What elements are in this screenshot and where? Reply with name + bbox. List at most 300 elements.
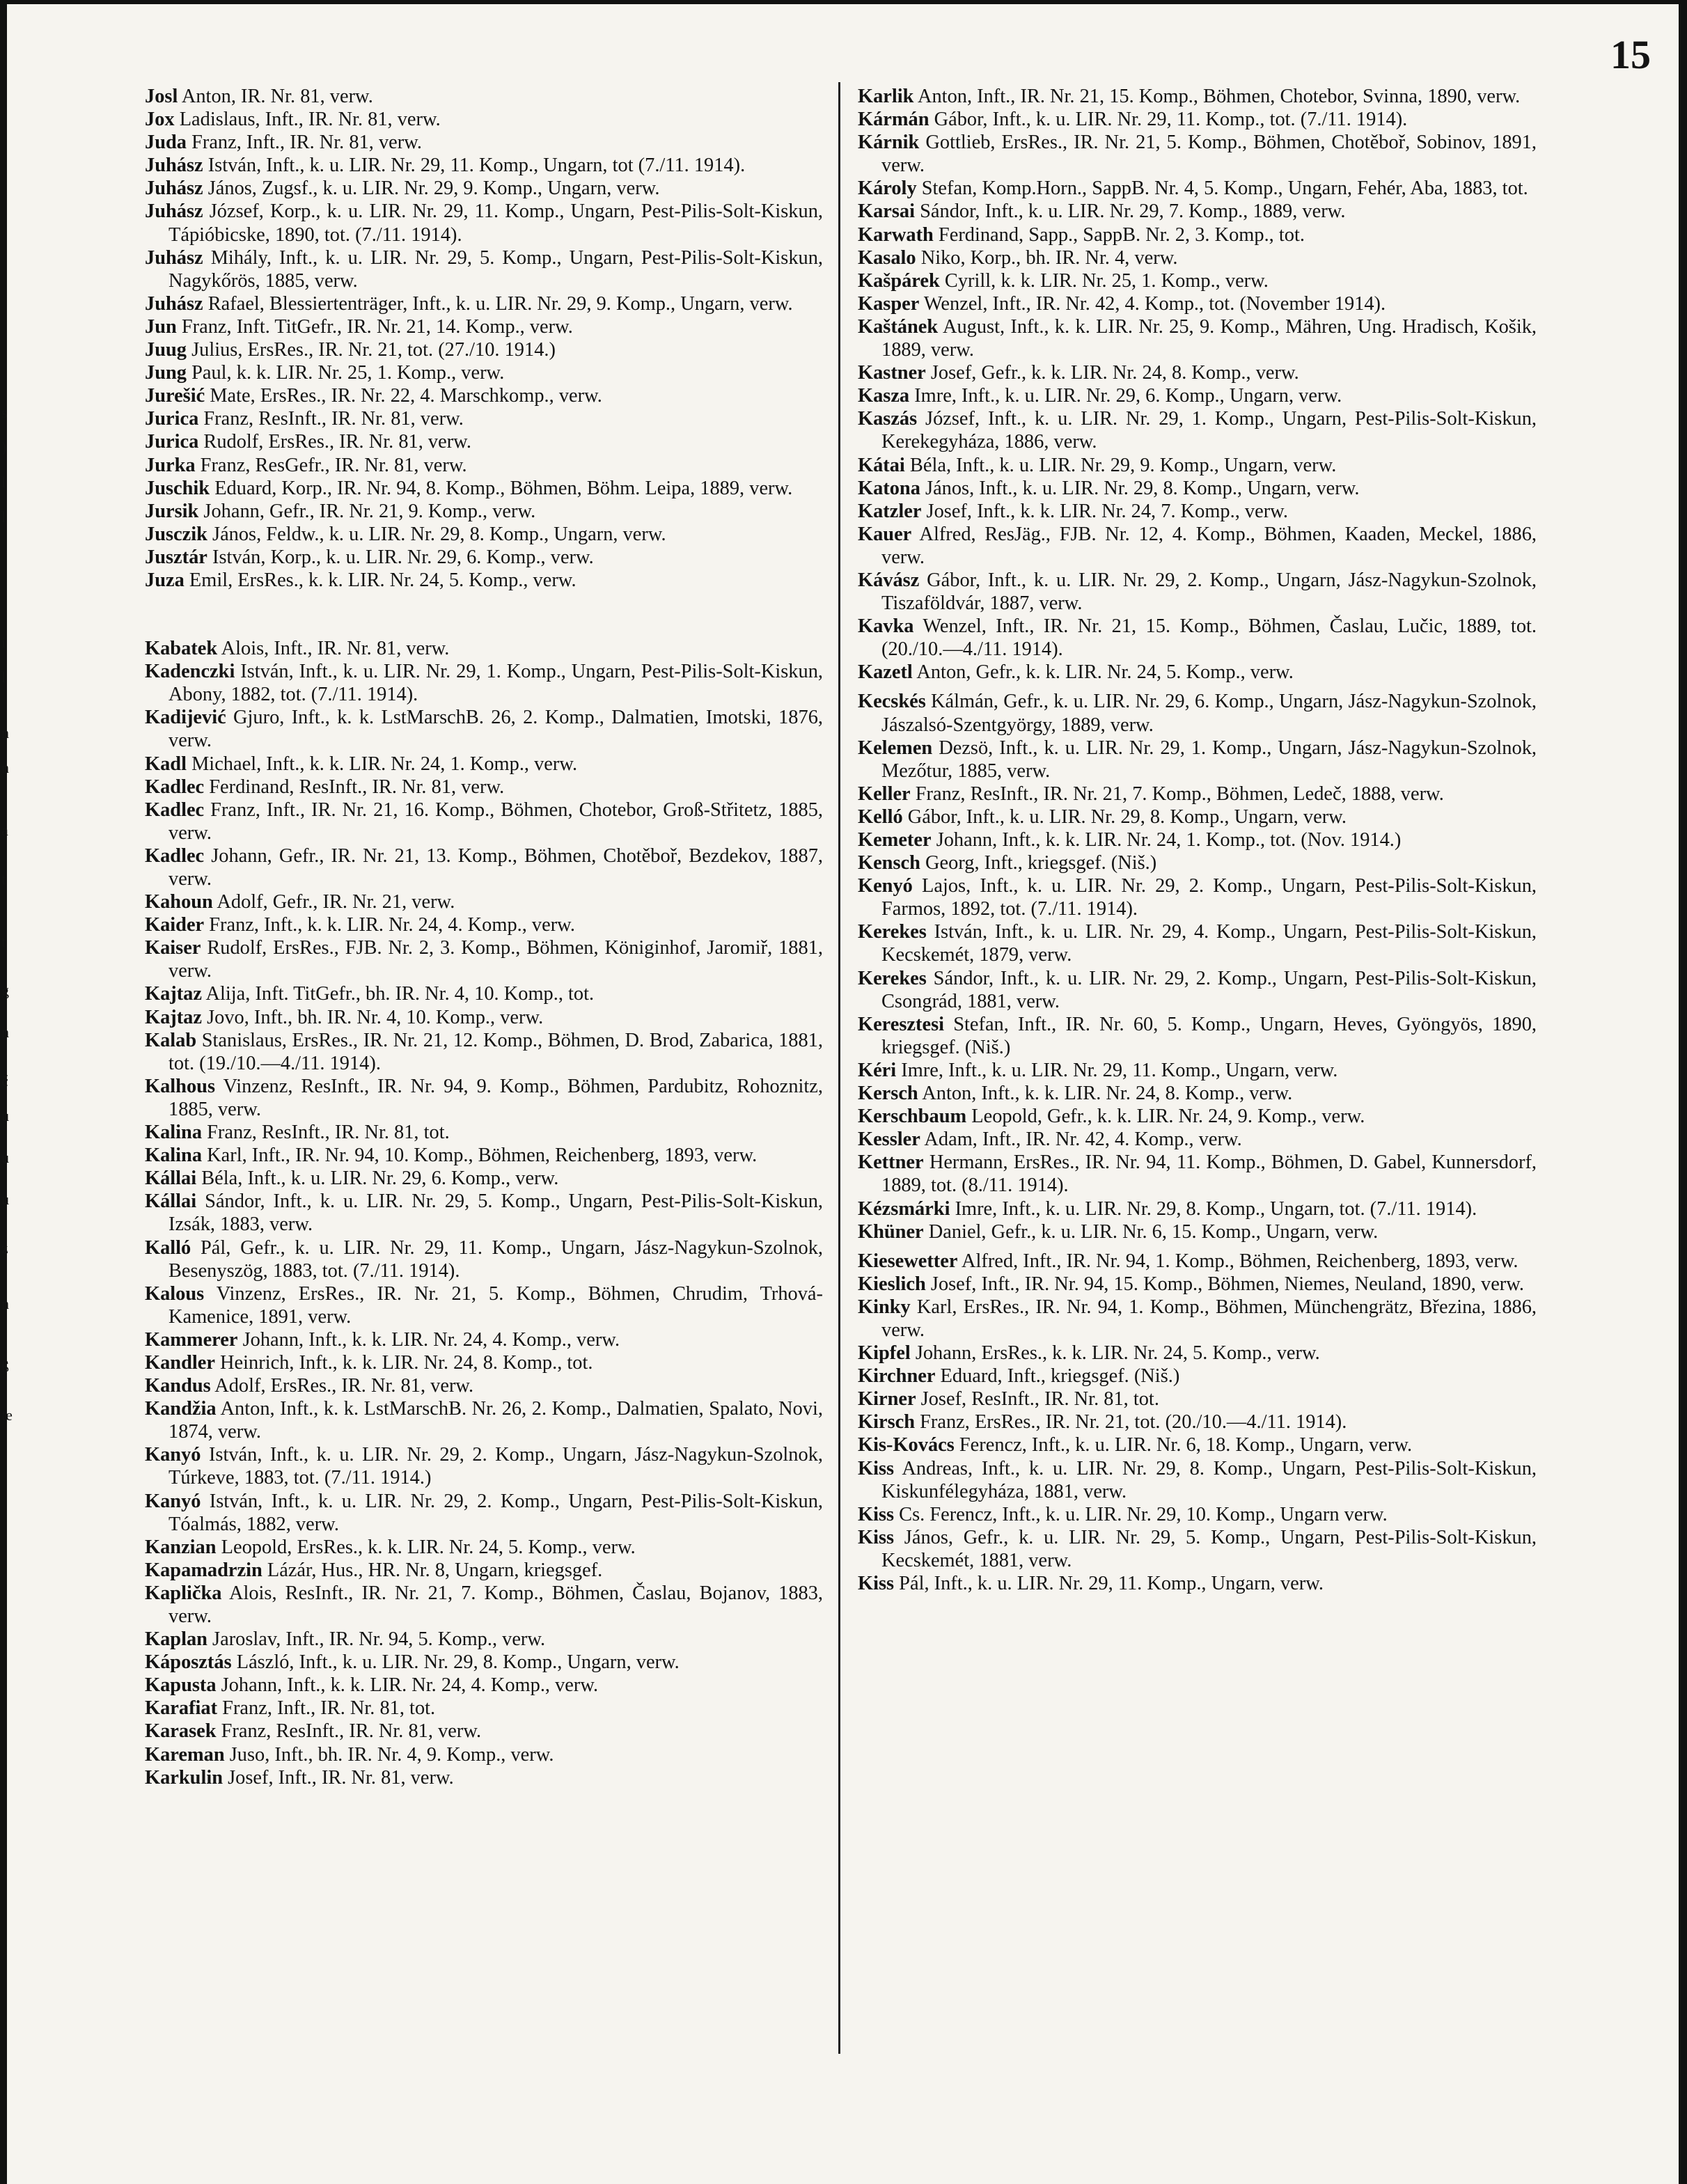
register-entry [858, 1250, 1537, 1273]
entry-surname: Juhász [145, 246, 203, 269]
register-entry [858, 1457, 1537, 1503]
entry-details: Franz, Inft., IR. Nr. 81, verw. [186, 132, 422, 154]
register-entry [858, 737, 1537, 783]
register-entry [145, 500, 823, 523]
entry-details: Jovo, Inft., bh. IR. Nr. 4, 10. Komp., verw. [201, 1006, 544, 1028]
register-entry [858, 1503, 1537, 1526]
entry-details: Béla, Inft., k. u. LIR. Nr. 29, 9. Komp., Ungarn, verw. [904, 454, 1337, 476]
entry-details: István, Inft., k. u. LIR. Nr. 29, 4. Komp., Ungarn, Pest-Pilis-Solt-Kiskun, Kecskemét, 1879, verw. [881, 921, 1537, 966]
entry-surname: Kármán [858, 109, 929, 131]
entry-surname: Kipfel [858, 1342, 911, 1365]
margin-fragment: g [1, 982, 9, 999]
entry-surname: Kandžia [145, 1398, 217, 1420]
register-entry [145, 1720, 823, 1743]
register-entry [145, 407, 823, 430]
entry-surname: Karkulin [145, 1766, 223, 1789]
entry-details: Karl, Inft., IR. Nr. 94, 10. Komp., Böhmen, Reichenberg, 1893, verw. [202, 1145, 758, 1167]
register-entry [145, 844, 823, 890]
register-entry [145, 430, 823, 453]
register-entry [858, 85, 1537, 108]
register-entry [145, 384, 823, 407]
entry-details: Mihály, Inft., k. u. LIR. Nr. 29, 5. Komp., Ungarn, Pest-Pilis-Solt-Kiskun, Nagykőrös, 1885, verw. [168, 246, 823, 292]
entry-surname: Josl [145, 86, 178, 107]
register-entry [145, 85, 823, 108]
entry-details: Adam, Inft., IR. Nr. 42, 4. Komp., verw. [920, 1129, 1242, 1151]
entry-details: Mate, ErsRes., IR. Nr. 22, 4. Marschkomp., verw. [205, 385, 602, 407]
entry-surname: Kapamadrzin [145, 1559, 262, 1581]
register-entry [858, 131, 1537, 177]
entry-surname: Kanyó [145, 1444, 201, 1466]
register-entry [145, 637, 823, 660]
register-entry [858, 384, 1537, 407]
entry-surname: Karafiat [145, 1697, 218, 1720]
entry-details: Pál, Gefr., k. u. LIR. Nr. 29, 11. Komp., Ungarn, Jász-Nagykun-Szolnok, Besenyszög, 1883, tot. (7./11. 1914). [168, 1236, 823, 1282]
entry-surname: Juza [145, 569, 185, 591]
register-entry [858, 828, 1537, 851]
register-entry [858, 967, 1537, 1013]
entry-details: Franz, ResInft., IR. Nr. 21, 7. Komp., Böhmen, Ledeč, 1888, verw. [910, 783, 1444, 805]
entry-surname: Kirsch [858, 1411, 916, 1433]
entry-details: Hermann, ErsRes., IR. Nr. 94, 11. Komp., Böhmen, D. Gabel, Kunnersdorf, 1889, tot. (8./11. 1914). [881, 1152, 1537, 1197]
entry-surname: Kerschbaum [858, 1106, 967, 1128]
entry-details: Michael, Inft., k. k. LIR. Nr. 24, 1. Komp., verw. [186, 753, 578, 775]
entry-details: Ladislaus, Inft., IR. Nr. 81, verw. [174, 109, 441, 131]
entry-details: Paul, k. k. LIR. Nr. 25, 1. Komp., verw. [186, 362, 505, 384]
register-entry [858, 661, 1537, 684]
register-entry [858, 500, 1537, 523]
entry-details: Ferdinand, Sapp., SappB. Nr. 2, 3. Komp., tot. [933, 223, 1305, 246]
register-entry [145, 1628, 823, 1651]
register-entry [858, 690, 1537, 736]
entry-surname: Kaiser [145, 937, 201, 959]
entry-surname: Juhász [145, 201, 203, 223]
entry-surname: Jursik [145, 500, 199, 522]
entry-details: Franz, ResInft., IR. Nr. 81, verw. [198, 408, 464, 430]
entry-details: Josef, Gefr., k. k. LIR. Nr. 24, 8. Komp., verw. [925, 362, 1299, 384]
register-entry [858, 1013, 1537, 1059]
entry-surname: Kensch [858, 852, 920, 874]
margin-fragment: u [1, 1107, 9, 1124]
entry-details: Johann, Inft., k. k. LIR. Nr. 24, 1. Komp., tot. (Nov. 1914.) [931, 829, 1402, 851]
entry-details: László, Inft., k. u. LIR. Nr. 29, 8. Komp., Ungarn, verw. [231, 1651, 680, 1674]
entry-details: Imre, Inft., k. u. LIR. Nr. 29, 11. Komp., Ungarn, verw. [896, 1059, 1338, 1081]
entry-details: Rudolf, ErsRes., FJB. Nr. 2, 3. Komp., Böhmen, Königinhof, Jaromiř, 1881, verw. [168, 937, 823, 982]
register-entry [145, 776, 823, 799]
entry-surname: Karsai [858, 201, 916, 223]
register-entry [858, 1411, 1537, 1433]
entry-details: Vinzenz, ErsRes., IR. Nr. 21, 5. Komp., Böhmen, Chrudim, Trhová-Kamenice, 1891, verw. [168, 1282, 823, 1328]
page-number: 15 [1610, 32, 1651, 77]
entry-details: Alfred, Inft., IR. Nr. 94, 1. Komp., Böhmen, Reichenberg, 1893, verw. [957, 1250, 1519, 1272]
entry-details: Jaroslav, Inft., IR. Nr. 94, 5. Komp., verw. [207, 1628, 546, 1651]
entry-details: Anton, Inft., k. k. LIR. Nr. 24, 8. Komp., verw. [918, 1083, 1293, 1105]
entry-surname: Kerekes [858, 921, 927, 943]
register-entry [858, 806, 1537, 828]
register-entry [145, 1144, 823, 1167]
entry-surname: Kalous [145, 1282, 205, 1305]
entry-surname: Károly [858, 178, 917, 200]
entry-details: Rudolf, ErsRes., IR. Nr. 81, verw. [198, 431, 471, 453]
entry-details: Sándor, Inft., k. u. LIR. Nr. 29, 5. Komp., Ungarn, Pest-Pilis-Solt-Kiskun, Izsák, 1883, verw. [168, 1191, 823, 1236]
entry-details: Sándor, Inft., k. u. LIR. Nr. 29, 2. Komp., Ungarn, Pest-Pilis-Solt-Kiskun, Csongrád, 1881, verw. [881, 967, 1537, 1012]
entry-surname: Kessler [858, 1129, 920, 1151]
entry-surname: Kadlec [145, 776, 205, 798]
entry-surname: Keresztesi [858, 1013, 945, 1035]
entry-surname: Karasek [145, 1720, 217, 1743]
entry-details: János, Feldw., k. u. LIR. Nr. 29, 8. Komp., Ungarn, verw. [207, 523, 666, 545]
register-entry [145, 799, 823, 844]
register-entry [858, 1220, 1537, 1243]
entry-surname: Kazetl [858, 661, 913, 684]
register-entry [858, 1433, 1537, 1456]
entry-surname: Kézsmárki [858, 1197, 950, 1220]
section-gap [145, 592, 823, 637]
register-entry [145, 569, 823, 592]
entry-surname: Kajtaz [145, 983, 202, 1005]
register-entry [145, 1121, 823, 1144]
entry-surname: Kalina [145, 1145, 203, 1167]
entry-surname: Karwath [858, 223, 934, 246]
register-entry [858, 200, 1537, 223]
register-entry [145, 1536, 823, 1559]
entry-surname: Kasza [858, 385, 910, 407]
register-entry [858, 292, 1537, 315]
entry-surname: Kanzian [145, 1536, 217, 1558]
register-entry [145, 361, 823, 384]
entry-details: Kálmán, Gefr., k. u. LIR. Nr. 29, 6. Komp., Ungarn, Jász-Nagykun-Szolnok, Jászalsó-Szentgyörgy, 1889, verw. [881, 691, 1537, 736]
entry-details: Anton, IR. Nr. 81, verw. [178, 86, 373, 107]
register-entry [145, 1582, 823, 1628]
entry-surname: Kalló [145, 1236, 191, 1259]
register-entry [145, 292, 823, 315]
register-entry [145, 477, 823, 500]
entry-surname: Kersch [858, 1083, 918, 1105]
column-divider [838, 82, 840, 2054]
entry-details: Julius, ErsRes., IR. Nr. 21, tot. (27./10. 1914.) [186, 339, 556, 361]
register-entry [858, 1365, 1537, 1388]
register-entry [145, 660, 823, 706]
entry-details: Alfred, ResJäg., FJB. Nr. 12, 4. Komp., Böhmen, Kaaden, Meckel, 1886, verw. [881, 523, 1537, 568]
register-entry [858, 1526, 1537, 1572]
register-entry [145, 1075, 823, 1121]
entry-details: Josef, Inft., IR. Nr. 94, 15. Komp., Böhmen, Niemes, Neuland, 1890, verw. [925, 1273, 1525, 1295]
entry-details: János, Zugsf., k. u. LIR. Nr. 29, 9. Komp., Ungarn, verw. [203, 178, 660, 200]
entry-details: Sándor, Inft., k. u. LIR. Nr. 29, 7. Komp., 1889, verw. [915, 201, 1346, 223]
entry-surname: Kemeter [858, 829, 932, 851]
entry-surname: Kareman [145, 1743, 225, 1766]
entry-surname: Jung [145, 362, 187, 384]
margin-fragment: n [1, 1295, 9, 1312]
entry-surname: Kauer [858, 523, 912, 545]
register-entry [858, 569, 1537, 615]
entry-details: Ferdinand, ResInft., IR. Nr. 81, verw. [204, 776, 505, 798]
entry-surname: Jurica [145, 431, 199, 453]
register-entry [145, 1328, 823, 1351]
entry-details: István, Inft., k. u. LIR. Nr. 29, 2. Komp., Ungarn, Pest-Pilis-Solt-Kiskun, Tóalmás, 1882, verw. [168, 1490, 823, 1535]
entry-details: Adolf, ErsRes., IR. Nr. 81, verw. [210, 1375, 474, 1397]
register-entry [145, 982, 823, 1005]
entry-surname: Kieslich [858, 1273, 926, 1295]
entry-surname: Káposztás [145, 1651, 232, 1674]
entry-surname: Kiss [858, 1503, 895, 1525]
entry-surname: Karlik [858, 86, 914, 107]
margin-fragment: t [1, 870, 6, 888]
entry-details: István, Inft., k. u. LIR. Nr. 29, 11. Komp., Ungarn, tot (7./11. 1914). [203, 155, 746, 177]
section-gap [858, 1243, 1537, 1250]
entry-surname: Kettner [858, 1152, 924, 1174]
register-entry [858, 177, 1537, 200]
entry-details: Rafael, Blessiertenträger, Inft., k. u. LIR. Nr. 29, 9. Komp., Ungarn, verw. [203, 292, 793, 315]
entry-details: Gjuro, Inft., k. k. LstMarschB. 26, 2. Komp., Dalmatien, Imotski, 1876, verw. [168, 707, 823, 752]
margin-fragment: u [1, 1149, 9, 1166]
entry-details: Adolf, Gefr., IR. Nr. 21, verw. [212, 891, 455, 913]
entry-surname: Kalhous [145, 1075, 215, 1097]
entry-details: József, Inft., k. u. LIR. Nr. 29, 1. Komp., Ungarn, Pest-Pilis-Solt-Kiskun, Kerekegyháza, 1886, verw. [881, 408, 1537, 453]
register-entry [858, 1105, 1537, 1128]
entry-surname: Kiss [858, 1573, 895, 1594]
entry-details: István, Inft., k. u. LIR. Nr. 29, 2. Komp., Ungarn, Jász-Nagykun-Szolnok, Túrkeve, 1883, tot. (7./11. 1914.) [168, 1444, 823, 1489]
entry-surname: Kastner [858, 362, 926, 384]
register-entry [858, 851, 1537, 874]
entry-surname: Juhász [145, 155, 203, 177]
entry-surname: Kerekes [858, 967, 927, 989]
entry-details: Juso, Inft., bh. IR. Nr. 4, 9. Komp., verw. [224, 1743, 554, 1766]
entry-details: Eduard, Inft., kriegsgef. (Niš.) [935, 1365, 1180, 1388]
register-entry [145, 1651, 823, 1674]
margin-fragment: a [1, 822, 8, 839]
register-entry [858, 783, 1537, 806]
entry-details: Cyrill, k. k. LIR. Nr. 25, 1. Komp., verw. [939, 269, 1269, 292]
entry-details: Imre, Inft., k. u. LIR. Nr. 29, 8. Komp., Ungarn, tot. (7./11. 1914). [950, 1197, 1477, 1220]
entry-surname: Kavka [858, 615, 914, 638]
entry-surname: Kalina [145, 1122, 203, 1144]
register-entry [858, 477, 1537, 500]
register-entry [145, 1674, 823, 1697]
entry-details: Franz, ResInft., IR. Nr. 81, tot. [202, 1122, 450, 1144]
register-entry [858, 108, 1537, 131]
register-entry [145, 315, 823, 338]
entry-details: Anton, Gefr., k. k. LIR. Nr. 24, 5. Komp., verw. [912, 661, 1294, 684]
register-entry [858, 246, 1537, 269]
entry-surname: Juhász [145, 178, 203, 200]
entry-details: Ferencz, Inft., k. u. LIR. Nr. 6, 18. Komp., Ungarn, verw. [954, 1434, 1413, 1456]
entry-details: Franz, Inft. TitGefr., IR. Nr. 21, 14. Komp., verw. [176, 315, 573, 338]
register-entry [145, 936, 823, 982]
margin-fragment: l [1, 668, 6, 686]
register-entry [145, 1559, 823, 1582]
entry-surname: Kadl [145, 753, 187, 775]
entry-surname: Kis-Kovács [858, 1434, 955, 1456]
register-entry [145, 1167, 823, 1190]
entry-surname: Kiesewetter [858, 1250, 958, 1272]
entry-surname: Jurka [145, 454, 196, 476]
entry-surname: Kandler [145, 1351, 215, 1374]
register-entry [145, 1490, 823, 1536]
entry-details: János, Gefr., k. u. LIR. Nr. 29, 5. Komp., Ungarn, Pest-Pilis-Solt-Kiskun, Kecskemét, 1881, verw. [881, 1526, 1537, 1571]
entry-details: Josef, ResInft., IR. Nr. 81, tot. [916, 1388, 1159, 1411]
entry-surname: Kecskés [858, 691, 926, 713]
entry-details: Leopold, Gefr., k. k. LIR. Nr. 24, 9. Komp., verw. [966, 1106, 1365, 1128]
register-entry [858, 1342, 1537, 1365]
entry-details: Johann, Inft., k. k. LIR. Nr. 24, 4. Komp., verw. [216, 1674, 599, 1697]
entry-details: István, Inft., k. u. LIR. Nr. 29, 1. Komp., Ungarn, Pest-Pilis-Solt-Kiskun, Abony, 1882, tot. (7./11. 1914). [168, 661, 823, 706]
entry-surname: Kanyó [145, 1490, 201, 1512]
entry-surname: Jusczik [145, 523, 207, 545]
entry-surname: Jusztár [145, 546, 207, 568]
margin-fragment: t [1, 933, 6, 950]
register-entry [145, 753, 823, 776]
entry-surname: Jox [145, 109, 175, 131]
entry-details: Gottlieb, ErsRes., IR. Nr. 21, 5. Komp., Böhmen, Chotěboř, Sobinov, 1891, verw. [881, 132, 1537, 177]
margin-fragment: n [1, 724, 9, 741]
margin-fragment: l [1, 473, 6, 491]
left-column [145, 85, 823, 1789]
entry-details: Alija, Inft. TitGefr., bh. IR. Nr. 4, 10. Komp., tot. [201, 983, 595, 1005]
register-entry [145, 1351, 823, 1374]
entry-surname: Kadijević [145, 707, 226, 729]
entry-surname: Kadlec [145, 799, 205, 821]
register-entry [145, 200, 823, 246]
register-entry [145, 1374, 823, 1397]
register-entry [858, 1082, 1537, 1105]
register-entry [858, 523, 1537, 569]
register-entry [145, 1697, 823, 1720]
entry-details: Anton, Inft., IR. Nr. 21, 15. Komp., Böhmen, Chotebor, Svinna, 1890, verw. [913, 86, 1521, 107]
entry-surname: Kasper [858, 292, 920, 315]
entry-details: Josef, Inft., IR. Nr. 81, verw. [223, 1766, 454, 1789]
entry-details: Gábor, Inft., k. u. LIR. Nr. 29, 11. Komp., tot. (7./11. 1914). [929, 109, 1408, 131]
entry-surname: Kajtaz [145, 1006, 202, 1028]
entry-details: Franz, Inft., IR. Nr. 21, 16. Komp., Böhmen, Chotebor, Groß-Střitetz, 1885, verw. [168, 799, 823, 844]
entry-surname: Kenyó [858, 875, 913, 897]
right-column [858, 85, 1537, 1595]
register-entry [858, 1059, 1537, 1082]
register-entry [858, 454, 1537, 477]
entry-details: Stefan, Inft., IR. Nr. 60, 5. Komp., Ungarn, Heves, Gyöngyös, 1890, kriegsgef. (Niš.) [881, 1013, 1537, 1058]
entry-surname: Kirchner [858, 1365, 936, 1388]
entry-details: Karl, ErsRes., IR. Nr. 94, 1. Komp., Böhmen, Münchengrätz, Březina, 1886, verw. [881, 1296, 1537, 1341]
entry-details: József, Korp., k. u. LIR. Nr. 29, 11. Komp., Ungarn, Pest-Pilis-Solt-Kiskun, Tápióbicske, 1890, tot. (7./11. 1914). [168, 201, 823, 246]
entry-surname: Khüner [858, 1220, 924, 1243]
register-entry [858, 1197, 1537, 1220]
entry-details: Johann, Gefr., IR. Nr. 21, 9. Komp., verw. [198, 500, 536, 522]
entry-surname: Kadenczki [145, 661, 235, 683]
entry-surname: Kállai [145, 1191, 197, 1213]
entry-details: Stefan, Komp.Horn., SappB. Nr. 4, 5. Komp., Ungarn, Fehér, Aba, 1883, tot. [916, 178, 1528, 200]
register-entry [858, 1128, 1537, 1151]
margin-fragment: z [1, 1239, 8, 1257]
entry-surname: Jun [145, 315, 177, 338]
entry-surname: Kirner [858, 1388, 916, 1411]
register-entry [145, 454, 823, 477]
entry-surname: Katona [858, 477, 920, 499]
entry-details: Alois, Inft., IR. Nr. 81, verw. [217, 638, 450, 660]
margin-fragment: l [1, 508, 6, 526]
entry-surname: Kašpárek [858, 269, 940, 292]
entry-details: Josef, Inft., k. k. LIR. Nr. 24, 7. Komp., verw. [921, 500, 1288, 522]
entry-details: János, Inft., k. u. LIR. Nr. 29, 8. Komp., Ungarn, verw. [920, 477, 1360, 499]
register-entry [145, 131, 823, 154]
margin-fragment: ) [1, 439, 7, 456]
register-entry [145, 523, 823, 546]
entry-surname: Kiss [858, 1526, 895, 1548]
margin-fragment: i [1, 634, 6, 651]
entry-surname: Kandus [145, 1375, 211, 1397]
entry-details: Georg, Inft., kriegsgef. (Niš.) [920, 852, 1157, 874]
entry-details: Alois, ResInft., IR. Nr. 21, 7. Komp., Böhmen, Časlau, Bojanov, 1883, verw. [168, 1582, 823, 1627]
register-entry [858, 615, 1537, 661]
register-entry [858, 874, 1537, 920]
entry-details: Franz, ErsRes., IR. Nr. 21, tot. (20./10.—4./11. 1914). [915, 1411, 1347, 1433]
margin-fragment: u [1, 1191, 9, 1208]
entry-surname: Kaplička [145, 1582, 222, 1604]
margin-fragment: č [1, 1072, 8, 1090]
entry-surname: Kadlec [145, 844, 205, 867]
entry-surname: Kaider [145, 914, 205, 936]
register-entry [858, 1273, 1537, 1296]
register-entry [858, 1388, 1537, 1411]
entry-surname: Katzler [858, 500, 922, 522]
entry-surname: Kelemen [858, 737, 933, 759]
entry-surname: Kabatek [145, 638, 218, 660]
register-entry [145, 177, 823, 200]
entry-surname: Kammerer [145, 1328, 238, 1351]
entry-surname: Kapusta [145, 1674, 217, 1697]
entry-surname: Juhász [145, 292, 203, 315]
entry-details: Gábor, Inft., k. u. LIR. Nr. 29, 8. Komp., Ungarn, verw. [902, 806, 1347, 828]
entry-surname: Jurešić [145, 385, 205, 407]
register-entry [145, 154, 823, 177]
entry-details: Wenzel, Inft., IR. Nr. 21, 15. Komp., Böhmen, Časlau, Lučic, 1889, tot. (20./10.—4./11. 1914). [881, 615, 1537, 661]
entry-surname: Kállai [145, 1168, 197, 1190]
entry-details: Johann, Inft., k. k. LIR. Nr. 24, 4. Komp., verw. [237, 1328, 620, 1351]
entry-surname: Juschik [145, 477, 210, 499]
register-entry [145, 1397, 823, 1443]
entry-surname: Keller [858, 783, 911, 805]
entry-surname: Kátai [858, 454, 905, 476]
register-entry [145, 1006, 823, 1029]
entry-surname: Kárnik [858, 132, 920, 154]
entry-surname: Kelló [858, 806, 903, 828]
register-entry [145, 1766, 823, 1789]
register-entry [145, 1282, 823, 1328]
entry-details: Gábor, Inft., k. u. LIR. Nr. 29, 2. Komp., Ungarn, Jász-Nagykun-Szolnok, Tiszaföldvár, 1887, verw. [881, 569, 1537, 615]
register-entry [858, 315, 1537, 361]
register-entry [858, 1296, 1537, 1342]
section-gap [858, 684, 1537, 690]
entry-details: István, Korp., k. u. LIR. Nr. 29, 6. Komp., verw. [207, 546, 594, 568]
entry-details: Andreas, Inft., k. u. LIR. Nr. 29, 8. Komp., Ungarn, Pest-Pilis-Solt-Kiskun, Kiskunfélegyháza, 1881, verw. [881, 1457, 1537, 1502]
entry-surname: Kahoun [145, 891, 213, 913]
entry-details: Heinrich, Inft., k. k. LIR. Nr. 24, 8. Komp., tot. [214, 1351, 593, 1374]
entry-details: Anton, Inft., k. k. LstMarschB. Nr. 26, 2. Komp., Dalmatien, Spalato, Novi, 1874, verw. [168, 1398, 823, 1443]
register-entry [858, 361, 1537, 384]
margin-fragment: s [1, 404, 8, 421]
entry-details: Franz, Inft., IR. Nr. 81, tot. [217, 1697, 436, 1720]
register-entry [145, 890, 823, 913]
entry-surname: Kasalo [858, 246, 916, 269]
register-entry [145, 1743, 823, 1766]
entry-details: Franz, ResInft., IR. Nr. 81, verw. [216, 1720, 482, 1743]
register-entry [145, 338, 823, 361]
register-entry [858, 223, 1537, 246]
entry-details: Wenzel, Inft., IR. Nr. 42, 4. Komp., tot. (November 1914). [919, 292, 1386, 315]
entry-details: Imre, Inft., k. u. LIR. Nr. 29, 6. Komp., Ungarn, verw. [909, 385, 1342, 407]
register-entry [858, 1572, 1537, 1595]
register-entry [145, 1190, 823, 1236]
entry-details: Stanislaus, ErsRes., IR. Nr. 21, 12. Komp., Böhmen, D. Brod, Zabarica, 1881, tot. (19./10.—4./11. 1914). [168, 1029, 823, 1074]
register-entry [858, 269, 1537, 292]
